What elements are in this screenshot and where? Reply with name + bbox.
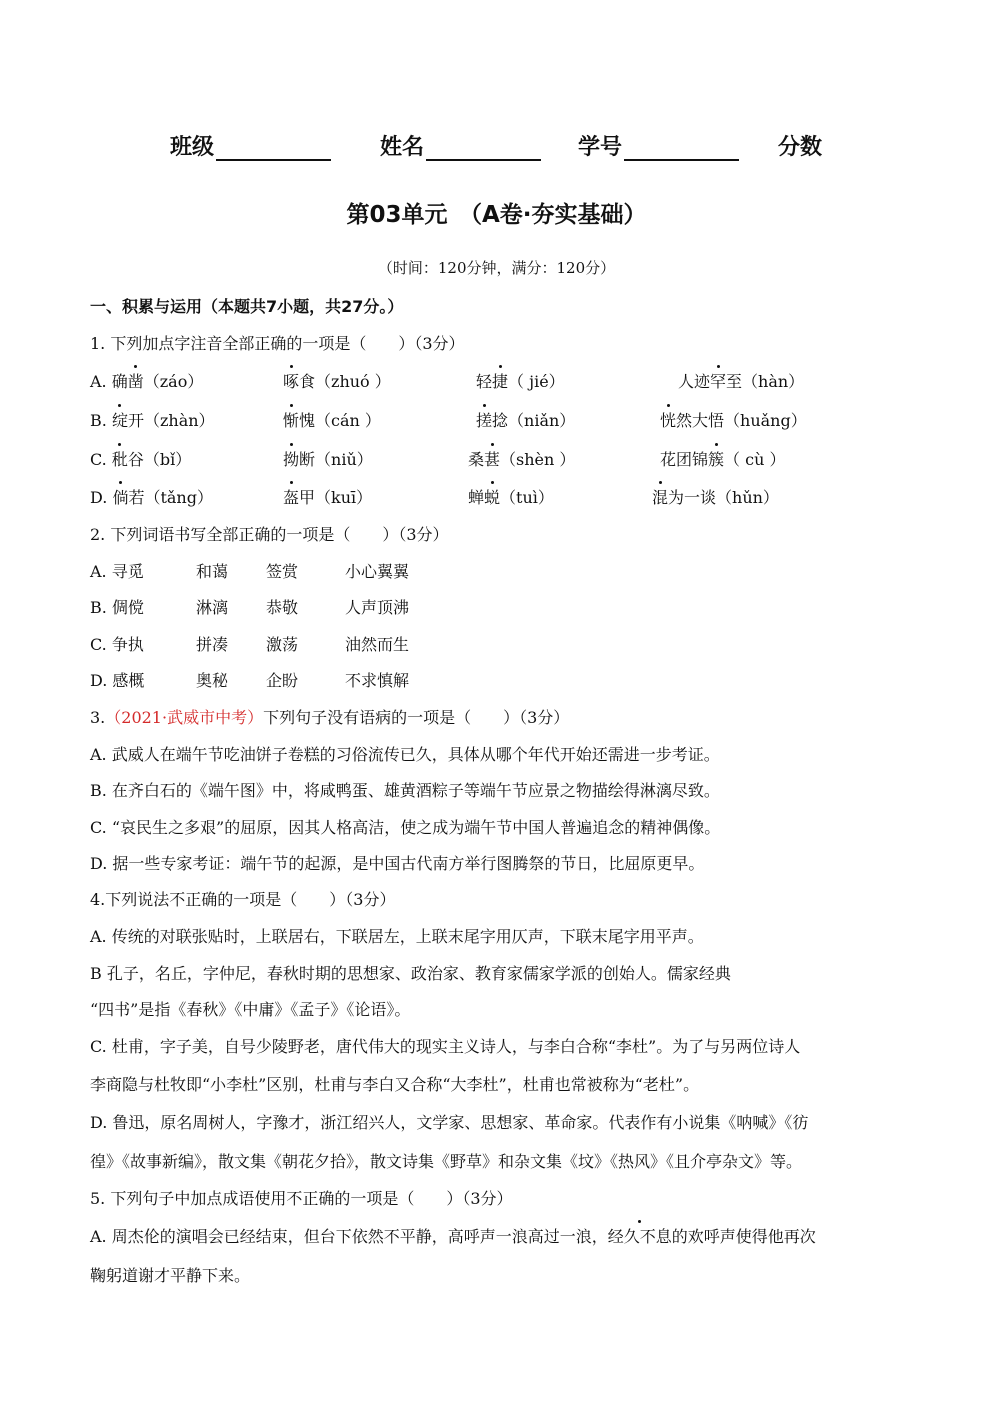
q3-source: （2021·武威市中考） xyxy=(105,708,264,727)
q1-option-b-1: B. 绽开（zhàn） xyxy=(90,408,215,431)
q3-number: 3. xyxy=(90,708,106,727)
q2-option-b-3: 恭敬 xyxy=(266,598,299,617)
q1-option-c-4: 花团锦簇（ cù ） xyxy=(660,447,785,470)
score-label: 分数 xyxy=(778,135,823,160)
q4-option-b-line1: B 孔子，名丘，字仲尼，春秋时期的思想家、政治家、教育家儒家学派的创始人。儒家经典 xyxy=(90,964,731,983)
q5-option-a-line1: A. 周杰伦的演唱会已经结束，但台下依然不平静，高呼声一浪高过一浪，经久不息的欢呼声使得他再次 xyxy=(90,1224,816,1247)
q3-option-d: D. 据一些专家考证：端午节的起源，是中国古代南方举行图腾祭的节日，比屈原更早。 xyxy=(90,854,705,873)
q2-option-c-4: 油然而生 xyxy=(345,635,410,654)
page-title: 第03单元 （A卷·夯实基础） xyxy=(346,202,647,228)
q2-option-b-1: B. 倜傥 xyxy=(90,598,144,617)
q3-stem: 下列句子没有语病的一项是（ ）（3分） xyxy=(263,708,570,727)
q2-option-c-2: 拼凑 xyxy=(196,635,229,654)
q2-option-c-3: 激荡 xyxy=(266,635,299,654)
q2-option-b-2: 淋漓 xyxy=(196,598,229,617)
name-blank[interactable] xyxy=(426,137,541,161)
q1-option-a-4: 人迹罕至（hàn） xyxy=(678,369,804,392)
q5-option-a-line2: 鞠躬道谢才平静下来。 xyxy=(90,1266,251,1285)
q2-stem: 2. 下列词语书写全部正确的一项是（ ）（3分） xyxy=(90,525,449,544)
q2-option-a-2: 和蔼 xyxy=(196,562,229,581)
q2-option-a-4: 小心翼翼 xyxy=(345,562,410,581)
q3-option-c: C. “哀民生之多艰”的屈原，因其人格高洁，使之成为端午节中国人普遍追念的精神偶像。 xyxy=(90,818,721,837)
q5-idiom: 经久不息 xyxy=(608,1224,672,1247)
q1-option-a-1: A. 确凿（záo） xyxy=(90,369,203,392)
class-field xyxy=(170,130,331,161)
q2-option-d-3: 企盼 xyxy=(266,671,299,690)
id-blank[interactable] xyxy=(624,137,739,161)
q2-option-b-4: 人声顶沸 xyxy=(345,598,410,617)
q1-option-d-4: 混为一谈（hǔn） xyxy=(652,485,779,508)
q4-option-c-line2: 李商隐与杜牧即“小李杜”区别，杜甫与李白又合称“大李杜”，杜甫也常被称为“老杜”。 xyxy=(90,1075,700,1094)
id-field xyxy=(578,130,739,161)
q2-option-a-1: A. 寻觅 xyxy=(90,562,144,581)
name-label: 姓名 xyxy=(380,135,425,160)
q1-option-b-4: 恍然大悟（huǎng） xyxy=(660,408,807,431)
q1-option-a-2: 啄食（zhuó ） xyxy=(283,369,391,392)
q1-stem: 1. 下列加点字注音全部正确的一项是（ ）（3分） xyxy=(90,334,465,353)
q1-option-d-2: 盔甲（kuī） xyxy=(283,485,372,508)
time-note: （时间：120分钟，满分：120分） xyxy=(377,259,616,277)
q2-option-d-2: 奥秘 xyxy=(196,671,229,690)
q2-option-a-3: 签赏 xyxy=(266,562,299,581)
class-label: 班级 xyxy=(170,135,215,160)
q1-option-c-3: 桑葚（shèn ） xyxy=(468,447,575,470)
section-heading: 一、积累与运用（本题共7小题，共27分。） xyxy=(90,297,404,316)
score-field xyxy=(778,130,822,161)
q4-option-d-line2: 徨》《故事新编》，散文集《朝花夕拾》，散文诗集《野草》和杂文集《坟》《热风》《且介亭杂文》等。 xyxy=(90,1152,803,1171)
q2-option-c-1: C. 争执 xyxy=(90,635,144,654)
q4-stem: 4.下列说法不正确的一项是（ ）（3分） xyxy=(90,890,396,909)
q3-option-a: A. 武威人在端午节吃油饼子卷糕的习俗流传已久，具体从哪个年代开始还需进一步考证。 xyxy=(90,745,720,764)
q4-option-a: A. 传统的对联张贴时，上联居右，下联居左，上联末尾字用仄声，下联末尾字用平声。 xyxy=(90,927,704,946)
q1-option-c-2: 拗断（niǔ） xyxy=(283,447,373,470)
q3-stem-line xyxy=(90,705,569,728)
q1-option-d-3: 蝉蜕（tuì） xyxy=(468,485,554,508)
q4-option-b-line2: “四书”是指《春秋》《中庸》《孟子》《论语》。 xyxy=(90,1000,411,1019)
q5-stem: 5. 下列句子中加点成语使用不正确的一项是（ ）（3分） xyxy=(90,1189,513,1208)
q1-option-d-1: D. 倘若（tǎng） xyxy=(90,485,213,508)
q2-option-d-1: D. 感概 xyxy=(90,671,145,690)
class-blank[interactable] xyxy=(216,137,331,161)
q4-option-c-line1: C. 杜甫，字子美，自号少陵野老，唐代伟大的现实主义诗人，与李白合称“李杜”。为了与另两位诗人 xyxy=(90,1037,801,1056)
q1-option-b-3: 搓捻（niǎn） xyxy=(476,408,575,431)
q1-option-c-1: C. 秕谷（bǐ） xyxy=(90,447,191,470)
name-field xyxy=(380,130,541,161)
q1-option-b-2: 惭愧（cán ） xyxy=(283,408,381,431)
q1-option-a-3: 轻捷（ jié） xyxy=(476,369,565,392)
q3-option-b: B. 在齐白石的《端午图》中，将咸鸭蛋、雄黄酒粽子等端午节应景之物描绘得淋漓尽致。 xyxy=(90,781,720,800)
q2-option-d-4: 不求慎解 xyxy=(345,671,410,690)
q4-option-d-line1: D. 鲁迅，原名周树人，字豫才，浙江绍兴人，文学家、思想家、革命家。代表作有小说集《呐喊》《彷 xyxy=(90,1113,809,1132)
id-label: 学号 xyxy=(578,135,623,160)
